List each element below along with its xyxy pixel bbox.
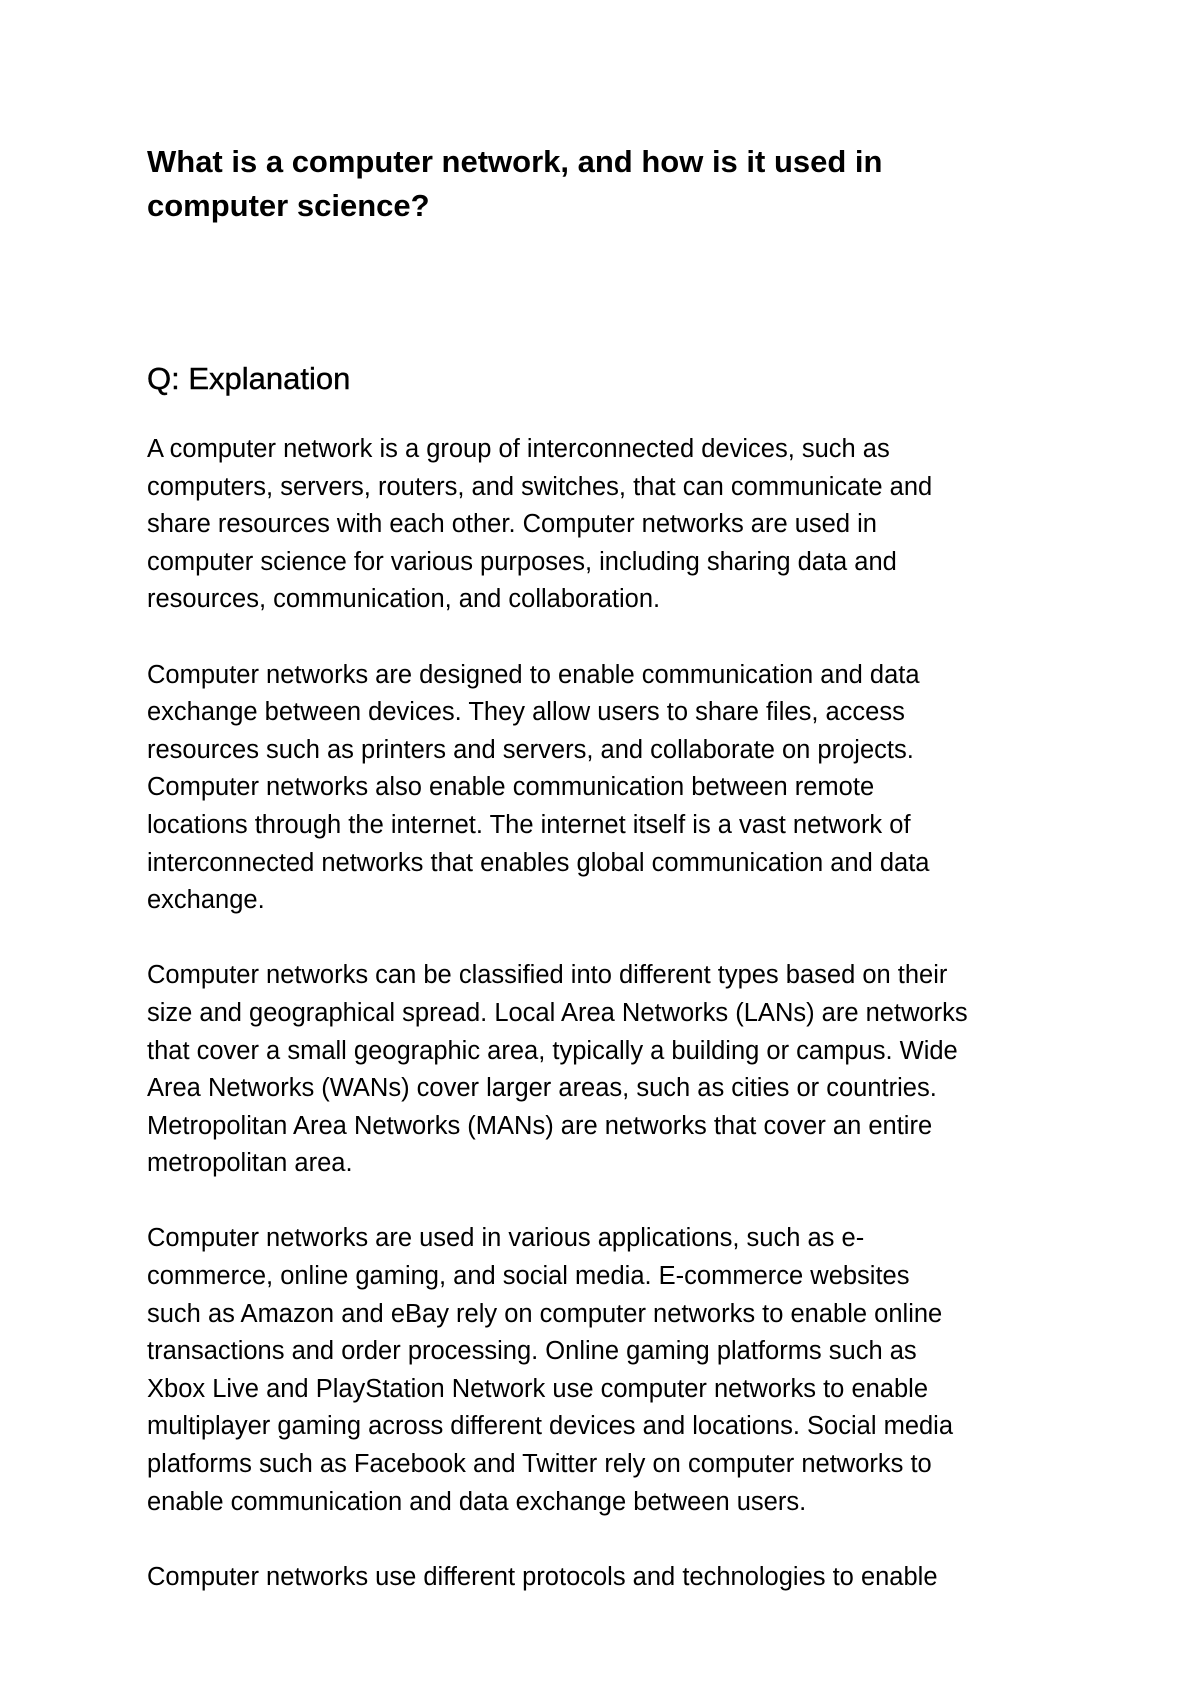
paragraph-line: commerce, online gaming, and social media. E-commerce websites bbox=[147, 1262, 910, 1291]
paragraph-line: resources such as printers and servers, and collaborate on projects. bbox=[147, 735, 914, 764]
paragraph-line: Computer networks are designed to enable communication and data bbox=[147, 660, 920, 689]
paragraph-line: computers, servers, routers, and switches, that can communicate and bbox=[147, 472, 933, 501]
paragraph-line: such as Amazon and eBay rely on computer networks to enable online bbox=[147, 1299, 943, 1328]
paragraph-line: resources, communication, and collaboration. bbox=[147, 585, 661, 614]
document-title bbox=[147, 140, 947, 228]
paragraph bbox=[147, 1559, 1077, 1597]
paragraph-line: size and geographical spread. Local Area Networks (LANs) are networks bbox=[147, 998, 968, 1027]
paragraph-line: Computer networks use different protocols and technologies to enable bbox=[147, 1562, 938, 1591]
paragraph-line: enable communication and data exchange between users. bbox=[147, 1487, 807, 1516]
paragraph-line: Metropolitan Area Networks (MANs) are networks that cover an entire bbox=[147, 1111, 933, 1140]
title-line: computer science? bbox=[147, 188, 430, 223]
paragraph-line: Area Networks (WANs) cover larger areas, such as cities or countries. bbox=[147, 1074, 937, 1103]
paragraph-line: Computer networks are used in various applications, such as e- bbox=[147, 1224, 865, 1253]
section-heading: Q: Explanation bbox=[147, 361, 351, 396]
paragraph-line: that cover a small geographic area, typically a building or campus. Wide bbox=[147, 1036, 958, 1065]
paragraph-line: exchange. bbox=[147, 886, 265, 915]
paragraph-line: metropolitan area. bbox=[147, 1149, 353, 1178]
paragraph-line: exchange between devices. They allow users to share files, access bbox=[147, 698, 905, 727]
paragraph-line: computer science for various purposes, including sharing data and bbox=[147, 547, 897, 576]
paragraph bbox=[147, 1220, 1077, 1521]
paragraph bbox=[147, 431, 1077, 619]
paragraph-line: platforms such as Facebook and Twitter rely on computer networks to bbox=[147, 1450, 932, 1479]
paragraph-line: locations through the internet. The internet itself is a vast network of bbox=[147, 810, 911, 839]
title-line: What is a computer network, and how is it used in bbox=[147, 144, 883, 179]
document-content bbox=[147, 140, 1077, 1634]
paragraph bbox=[147, 657, 1077, 920]
body-paragraphs bbox=[147, 431, 1077, 1596]
paragraph-line: share resources with each other. Computer networks are used in bbox=[147, 510, 877, 539]
paragraph bbox=[147, 957, 1077, 1183]
paragraph-line: A computer network is a group of interconnected devices, such as bbox=[147, 435, 890, 463]
paragraph-line: multiplayer gaming across different devices and locations. Social media bbox=[147, 1412, 954, 1441]
paragraph-line: interconnected networks that enables global communication and data bbox=[147, 848, 930, 877]
paragraph-line: Xbox Live and PlayStation Network use computer networks to enable bbox=[147, 1374, 929, 1403]
paragraph-line: transactions and order processing. Online gaming platforms such as bbox=[147, 1337, 917, 1366]
paragraph-line: Computer networks can be classified into different types based on their bbox=[147, 961, 948, 990]
paragraph-line: Computer networks also enable communication between remote bbox=[147, 773, 875, 802]
